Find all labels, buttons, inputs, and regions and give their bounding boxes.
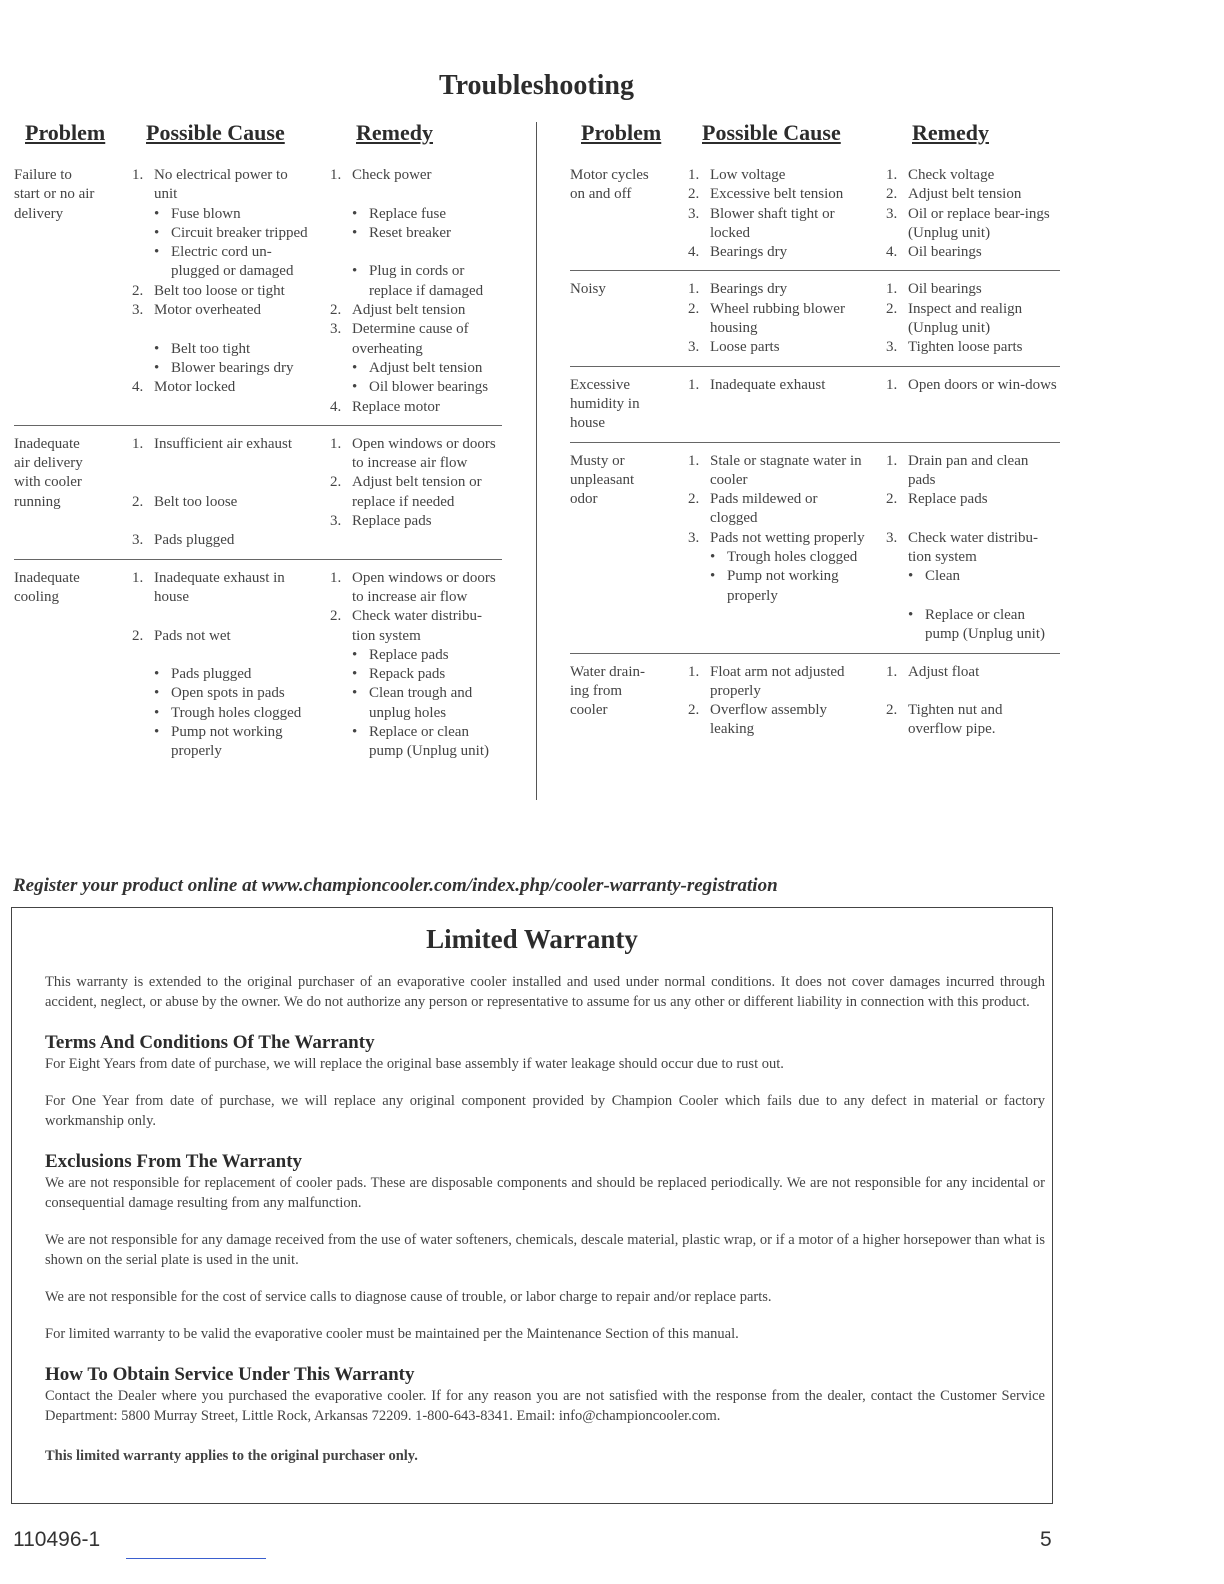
remedy-cell — [886, 280, 1058, 357]
problem-line: Musty or — [570, 452, 625, 469]
item-text: Adjust belt tension or replace if needed — [352, 474, 482, 510]
bullet-icon: • — [154, 340, 160, 357]
numbered-item — [886, 338, 1058, 357]
item-number: 1. — [688, 663, 700, 680]
cause-cell — [688, 280, 866, 357]
numbered-item — [132, 301, 310, 320]
bullet-icon: • — [352, 685, 358, 702]
remedy-cell — [886, 452, 1058, 645]
bullet-text: Replace fuse — [369, 205, 447, 222]
numbered-item — [330, 166, 502, 185]
bullet-icon: • — [352, 646, 358, 663]
bullet-text: Pump not working properly — [171, 724, 283, 760]
bullet-item — [330, 646, 502, 665]
numbered-item — [688, 376, 866, 395]
bullet-item — [132, 723, 310, 762]
item-text: Inspect and realign (Unplug unit) — [908, 300, 1023, 337]
item-number: 3. — [330, 321, 342, 338]
item-text: Loose parts — [710, 339, 780, 356]
bullet-icon: • — [352, 379, 358, 396]
numbered-item — [330, 512, 502, 531]
spacer — [132, 473, 310, 492]
table-body — [14, 166, 502, 762]
table-row — [14, 166, 502, 417]
bullet-item — [132, 684, 310, 703]
numbered-item — [330, 301, 502, 320]
bullet-icon: • — [352, 724, 358, 741]
bullet-item — [330, 262, 502, 301]
problem-line: cooling — [14, 588, 59, 605]
spacer — [886, 682, 1058, 701]
bullet-icon: • — [154, 666, 160, 683]
numbered-item — [886, 663, 1058, 682]
item-text: Pads plugged — [154, 532, 235, 549]
item-number: 1. — [886, 663, 898, 680]
item-text: Insufficient air exhaust — [154, 435, 293, 452]
numbered-item — [886, 300, 1058, 339]
item-number: 3. — [132, 302, 144, 319]
spacer — [132, 607, 310, 626]
item-text: Open doors or win-dows — [908, 376, 1057, 393]
numbered-item — [688, 452, 866, 491]
problem-line: odor — [570, 491, 598, 508]
problem-line: cooler — [570, 702, 608, 719]
bullet-text: Belt too tight — [171, 340, 251, 357]
warranty-intro: This warranty is extended to the original purchaser of an evaporative cooler installed and used under normal conditions. It does not cover damages incurred through accident, neglect, or abuse by the owner. We do not authorize any person or representative to assume for us any other or different liability in connection with this product. — [45, 974, 1045, 1010]
item-number: 4. — [132, 379, 144, 396]
table-row — [570, 366, 1060, 434]
item-number: 2. — [688, 491, 700, 508]
spacer — [886, 509, 1058, 528]
problem-cell — [14, 166, 132, 417]
problem-line: ing from — [570, 682, 623, 699]
item-number: 2. — [330, 474, 342, 491]
terms-heading: Terms And Conditions Of The Warranty — [45, 1032, 375, 1053]
problem-line: with cooler — [14, 474, 82, 491]
bullet-icon: • — [154, 685, 160, 702]
problem-line: start or no air — [14, 186, 95, 203]
item-number: 3. — [688, 205, 700, 222]
bullet-icon: • — [154, 724, 160, 741]
bullet-text: Clean trough and unplug holes — [369, 685, 473, 721]
item-number: 2. — [330, 302, 342, 319]
bullet-item — [132, 243, 310, 282]
item-text: Excessive belt tension — [710, 186, 844, 203]
numbered-item — [886, 490, 1058, 509]
bullet-icon: • — [710, 549, 716, 566]
troubleshooting-table-right — [570, 120, 1060, 740]
item-number: 1. — [688, 376, 700, 393]
bullet-item — [688, 548, 866, 567]
item-number: 1. — [132, 569, 144, 586]
scan-artifact-line — [126, 1558, 266, 1559]
bullet-item — [132, 224, 310, 243]
bullet-item — [330, 205, 502, 224]
numbered-item — [688, 243, 866, 262]
item-text: Check water distribu-tion system — [908, 529, 1038, 566]
bullet-text: Adjust belt tension — [369, 359, 483, 376]
bullet-item — [330, 723, 502, 762]
item-number: 1. — [886, 167, 898, 183]
item-text: Belt too loose or tight — [154, 282, 285, 299]
bullet-item — [330, 665, 502, 684]
service-heading: How To Obtain Service Under This Warranty — [45, 1364, 415, 1385]
warranty-body — [45, 972, 1045, 1466]
numbered-item — [132, 166, 310, 205]
column-divider — [536, 122, 537, 800]
exclusions-paragraph-3: We are not responsible for the cost of service calls to diagnose cause of trouble, or labor charge to repair and/or replace parts. — [45, 1289, 772, 1305]
bullet-text: Clean — [925, 568, 960, 585]
item-text: Pads mildewed or clogged — [710, 491, 818, 527]
bullet-text: Replace or clean pump (Unplug unit) — [369, 724, 489, 760]
bullet-icon: • — [710, 568, 716, 585]
item-number: 1. — [330, 569, 342, 586]
item-text: Inadequate exhaust in house — [154, 569, 285, 605]
item-text: Wheel rubbing blower housing — [710, 300, 845, 337]
numbered-item — [132, 282, 310, 301]
register-link[interactable]: Register your product online at www.championcooler.com/index.php/cooler-warranty-registration — [13, 875, 778, 896]
bullet-item — [132, 205, 310, 224]
numbered-item — [132, 493, 310, 512]
problem-line: humidity in — [570, 395, 640, 412]
final-note: This limited warranty applies to the original purchaser only. — [45, 1448, 418, 1464]
document-code: 110496-1 — [13, 1528, 101, 1551]
item-text: Belt too loose — [154, 493, 238, 510]
bullet-text: Pads plugged — [171, 666, 252, 683]
item-number: 2. — [132, 493, 144, 510]
item-text: Oil or replace bear-ings (Unplug unit) — [908, 205, 1050, 241]
spacer — [132, 320, 310, 339]
exclusions-paragraph-4: For limited warranty to be valid the evaporative cooler must be maintained per the Maintenance Section of this manual. — [45, 1326, 739, 1342]
numbered-item — [330, 607, 502, 646]
problem-line: Inadequate — [14, 435, 80, 452]
item-text: Stale or stagnate water in cooler — [710, 452, 862, 488]
problem-header: Problem — [25, 120, 106, 145]
remedy-cell — [330, 569, 502, 762]
item-text: Replace pads — [352, 513, 432, 530]
remedy-header: Remedy — [356, 120, 433, 145]
item-number: 1. — [132, 435, 144, 452]
numbered-item — [330, 435, 502, 474]
cause-cell — [132, 569, 310, 762]
item-text: Bearings dry — [710, 281, 788, 298]
bullet-icon: • — [352, 205, 358, 222]
cause-cell — [688, 663, 866, 740]
item-number: 2. — [886, 702, 898, 719]
numbered-item — [886, 185, 1058, 204]
page-number: 5 — [1040, 1528, 1052, 1551]
bullet-item — [330, 684, 502, 723]
bullet-item — [330, 224, 502, 243]
bullet-item — [132, 704, 310, 723]
numbered-item — [330, 398, 502, 417]
bullet-text: Replace pads — [369, 646, 449, 663]
item-text: Adjust float — [908, 663, 980, 680]
bullet-item — [330, 359, 502, 378]
table-row — [570, 270, 1060, 357]
cause-header: Possible Cause — [702, 120, 841, 145]
bullet-item — [132, 340, 310, 359]
spacer — [132, 646, 310, 665]
bullet-icon: • — [908, 606, 914, 623]
numbered-item — [132, 435, 310, 454]
numbered-item — [688, 490, 866, 529]
table-header — [570, 120, 1060, 166]
warranty-title: Limited Warranty — [426, 924, 638, 954]
numbered-item — [688, 701, 866, 740]
bullet-icon: • — [154, 224, 160, 241]
cause-header: Possible Cause — [146, 120, 285, 145]
item-text: Oil bearings — [908, 244, 982, 261]
item-text: No electrical power to unit — [154, 167, 288, 203]
warranty-box — [11, 907, 1053, 1504]
bullet-icon: • — [352, 359, 358, 376]
problem-line: Inadequate — [14, 569, 80, 586]
problem-line: Water drain- — [570, 663, 645, 680]
item-number: 2. — [132, 627, 144, 644]
problem-cell — [570, 376, 688, 434]
service-paragraph: Contact the Dealer where you purchased the evaporative cooler. If for any reason you are not satisfied with the response from the dealer, contact the Customer Service Department: 5800 Murray Street, Little Rock, Arkansas 72209. 1-800-643-8341. Email: info@championcooler.com. — [45, 1388, 1045, 1424]
item-number: 1. — [330, 167, 342, 183]
numbered-item — [688, 185, 866, 204]
numbered-item — [886, 529, 1058, 568]
item-number: 2. — [886, 300, 898, 317]
bullet-text: Circuit breaker tripped — [171, 224, 308, 241]
numbered-item — [886, 376, 1058, 395]
remedy-cell — [886, 663, 1058, 740]
spacer — [330, 243, 502, 262]
table-row — [14, 559, 502, 762]
item-number: 3. — [886, 529, 898, 546]
bullet-icon: • — [908, 568, 914, 585]
item-number: 3. — [132, 532, 144, 549]
item-number: 1. — [688, 281, 700, 298]
item-text: Low voltage — [710, 167, 786, 183]
item-text: Motor locked — [154, 379, 236, 396]
item-number: 4. — [688, 244, 700, 261]
bullet-text: Fuse blown — [171, 205, 241, 222]
problem-line: on and off — [570, 186, 632, 203]
item-text: Open windows or doors to increase air flow — [352, 435, 496, 472]
problem-cell — [14, 569, 132, 762]
remedy-cell — [330, 435, 502, 551]
table-header — [14, 120, 502, 166]
item-number: 3. — [688, 529, 700, 546]
bullet-text: Plug in cords or replace if damaged — [369, 263, 484, 299]
exclusions-paragraph-2: We are not responsible for any damage received from the use of water softeners, chemicals, descale material, plastic wrap, or if a motor of a higher horsepower than what is shown on the serial plate is used in the unit. — [45, 1232, 1045, 1268]
bullet-item — [132, 359, 310, 378]
item-number: 3. — [688, 339, 700, 356]
spacer — [132, 512, 310, 531]
cause-cell — [688, 452, 866, 645]
table-row — [570, 166, 1060, 262]
terms-paragraph-2: For One Year from date of purchase, we will replace any original component provided by Champion Cooler which fails due to any defect in material or factory workmanship only. — [45, 1093, 1045, 1129]
item-number: 3. — [330, 513, 342, 530]
bullet-item — [886, 567, 1058, 586]
problem-cell — [14, 435, 132, 551]
numbered-item — [688, 166, 866, 185]
numbered-item — [688, 338, 866, 357]
item-text: Determine cause of overheating — [352, 321, 469, 357]
numbered-item — [330, 320, 502, 359]
cause-cell — [132, 435, 310, 551]
problem-header: Problem — [581, 120, 662, 145]
numbered-item — [688, 529, 866, 548]
bullet-text: Trough holes clogged — [727, 549, 858, 566]
bullet-icon: • — [352, 666, 358, 683]
table-row — [570, 653, 1060, 740]
item-text: Inadequate exhaust — [710, 376, 826, 393]
item-number: 2. — [886, 491, 898, 508]
numbered-item — [688, 205, 866, 244]
item-text: Pads not wetting properly — [710, 529, 865, 546]
item-text: Tighten nut and overflow pipe. — [908, 702, 1003, 738]
bullet-text: Trough holes clogged — [171, 704, 302, 721]
item-text: Oil bearings — [908, 281, 982, 298]
item-number: 2. — [132, 282, 144, 299]
numbered-item — [886, 166, 1058, 185]
bullet-text: Blower bearings dry — [171, 359, 294, 376]
item-number: 1. — [688, 167, 700, 183]
item-number: 4. — [330, 398, 342, 415]
item-text: Float arm not adjusted properly — [710, 663, 845, 699]
remedy-cell — [886, 376, 1058, 434]
bullet-text: Pump not working properly — [727, 568, 839, 604]
numbered-item — [132, 569, 310, 608]
remedy-cell — [886, 166, 1058, 262]
bullet-text: Oil blower bearings — [369, 379, 489, 396]
numbered-item — [886, 243, 1058, 262]
exclusions-heading: Exclusions From The Warranty — [45, 1151, 303, 1172]
bullet-icon: • — [352, 263, 358, 280]
exclusions-paragraph-1: We are not responsible for replacement of cooler pads. These are disposable components and should be replaced periodically. We are not responsible for any incidental or consequential damage resulting from any malfunction. — [45, 1175, 1045, 1211]
remedy-cell — [330, 166, 502, 417]
bullet-item — [330, 378, 502, 397]
problem-cell — [570, 280, 688, 357]
problem-line: Failure to — [14, 167, 72, 183]
numbered-item — [132, 531, 310, 550]
numbered-item — [886, 280, 1058, 299]
bullet-icon: • — [154, 704, 160, 721]
bullet-text: Reset breaker — [369, 224, 452, 241]
item-text: Replace motor — [352, 398, 440, 415]
item-text: Adjust belt tension — [352, 302, 466, 319]
item-text: Check power — [352, 167, 432, 183]
item-text: Motor overheated — [154, 302, 262, 319]
item-number: 3. — [886, 339, 898, 356]
bullet-icon: • — [154, 244, 160, 261]
item-number: 1. — [330, 435, 342, 452]
problem-line: delivery — [14, 205, 64, 222]
item-number: 1. — [886, 281, 898, 298]
item-number: 4. — [886, 244, 898, 261]
problem-cell — [570, 166, 688, 262]
bullet-text: Repack pads — [369, 666, 446, 683]
cause-cell — [688, 166, 866, 262]
item-number: 1. — [886, 452, 898, 469]
item-number: 2. — [330, 608, 342, 625]
bullet-item — [886, 606, 1058, 645]
terms-paragraph-1: For Eight Years from date of purchase, we will replace the original base assembly if water leakage should occur due to rust out. — [45, 1056, 784, 1072]
bullet-icon: • — [154, 205, 160, 222]
item-number: 1. — [886, 376, 898, 393]
item-number: 2. — [886, 186, 898, 203]
item-number: 1. — [132, 167, 144, 183]
troubleshooting-table-left — [14, 120, 502, 762]
bullet-item — [688, 567, 866, 606]
numbered-item — [886, 701, 1058, 740]
bullet-icon: • — [352, 224, 358, 241]
numbered-item — [886, 205, 1058, 244]
item-text: Open windows or doors to increase air flow — [352, 569, 496, 605]
problem-line: running — [14, 493, 61, 510]
page-title: Troubleshooting — [438, 70, 634, 101]
spacer — [330, 185, 502, 204]
cause-cell — [688, 376, 866, 434]
remedy-header: Remedy — [912, 120, 989, 145]
numbered-item — [132, 627, 310, 646]
item-text: Adjust belt tension — [908, 186, 1022, 203]
numbered-item — [688, 300, 866, 339]
problem-cell — [570, 663, 688, 740]
item-text: Blower shaft tight or locked — [710, 205, 835, 241]
item-number: 3. — [886, 205, 898, 222]
item-text: Drain pan and clean pads — [908, 452, 1029, 488]
problem-line: unpleasant — [570, 471, 635, 488]
table-row — [570, 442, 1060, 645]
bullet-text: Electric cord un-plugged or damaged — [171, 244, 294, 280]
item-text: Tighten loose parts — [908, 339, 1023, 356]
problem-line: Motor cycles — [570, 167, 649, 183]
numbered-item — [688, 663, 866, 702]
bullet-icon: • — [154, 359, 160, 376]
numbered-item — [330, 569, 502, 608]
item-number: 2. — [688, 300, 700, 317]
spacer — [886, 587, 1058, 606]
item-text: Bearings dry — [710, 244, 788, 261]
item-text: Check water distribu-tion system — [352, 608, 482, 644]
problem-cell — [570, 452, 688, 645]
item-number: 2. — [688, 186, 700, 203]
bullet-item — [132, 665, 310, 684]
problem-line: house — [570, 415, 605, 432]
problem-line: air delivery — [14, 455, 83, 472]
problem-line: Noisy — [570, 281, 606, 298]
problem-line: Excessive — [570, 376, 630, 393]
item-text: Pads not wet — [154, 627, 231, 644]
table-body — [570, 166, 1060, 740]
bullet-text: Replace or clean pump (Unplug unit) — [925, 606, 1045, 643]
spacer — [132, 454, 310, 473]
numbered-item — [886, 452, 1058, 491]
numbered-item — [330, 473, 502, 512]
cause-cell — [132, 166, 310, 417]
numbered-item — [688, 280, 866, 299]
item-number: 1. — [688, 452, 700, 469]
item-text: Check voltage — [908, 167, 995, 183]
item-number: 2. — [688, 702, 700, 719]
item-text: Overflow assembly leaking — [710, 702, 828, 738]
numbered-item — [132, 378, 310, 397]
bullet-text: Open spots in pads — [171, 685, 285, 702]
item-text: Replace pads — [908, 491, 988, 508]
table-row — [14, 425, 502, 551]
